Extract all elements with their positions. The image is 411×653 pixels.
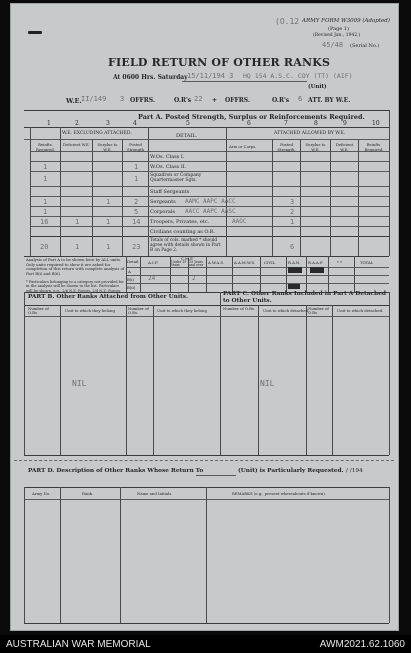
part-c-title: PART C. Other Ranks Included in Part A Detached to Other Units. [223, 291, 386, 304]
unit-label: (Unit) [308, 84, 327, 90]
form-title: FIELD RETURN OF OTHER RANKS [108, 56, 331, 69]
form-handwritten-ref: (O.12 [275, 17, 300, 26]
part-d-date: / /194 [346, 468, 363, 474]
footer-institution: AUSTRALIAN WAR MEMORIAL [6, 639, 151, 650]
surplus-we-r-header: Surplus to W.E. [305, 142, 326, 152]
part-c-nil: NIL [260, 379, 275, 388]
row-detail: Corporals [150, 209, 175, 215]
form-revised: (Revised Jan., 1942.) [313, 33, 361, 38]
row-detail: W.Os. Class I. [150, 154, 185, 160]
cell-arm: AAOC [232, 218, 247, 225]
cell-c4: 1 [134, 175, 139, 183]
fold-line [14, 460, 394, 461]
analysis-over19-value: 2 [192, 275, 196, 282]
reinfts-required-r-header: Reinfts. Required. [364, 142, 384, 152]
att-value: 6 [298, 95, 303, 103]
part-d-title: PART D. Description of Other Ranks Whose Return To [28, 468, 204, 474]
over-19-header: 19 Years and over [189, 260, 204, 268]
cell-c1: 16 [40, 218, 49, 226]
part-a-title: Part A. Posted Strength, Surplus or Reinforcements Required. [138, 113, 365, 121]
part-b-nil: NIL [72, 379, 87, 388]
footer-accession: AWM2021.62.1060 [319, 639, 405, 650]
part-d-col-name: Name and Initials. [137, 491, 173, 496]
part-b-col-unit2: Unit to which they belong [157, 308, 207, 313]
part-d-title-end: (Unit) is Particularly Requested. [238, 468, 344, 474]
part-d-col-rank: Rank. [82, 491, 94, 496]
col-num-9: 9 [343, 120, 347, 127]
offrs2-label: OFFRS. [225, 97, 250, 104]
cell-c7: 1 [290, 218, 295, 226]
ran-mark [288, 267, 302, 273]
cell-c7: 2 [290, 208, 295, 216]
analysis-row-label: B(ii) [127, 285, 136, 290]
surplus-we-header: Surplus to W.E. [97, 142, 118, 152]
analysis-detail-header: Detail [127, 259, 139, 264]
analysis-footnote: * Particulars belonging to a category not provided for in the analysis will be shown in the list. Particulars will be shown, e.g., 2/6 N.Z. Forces, 2/4 N.Z. Forces. [26, 280, 124, 293]
cell-arm: AAMC AAPC AACC [185, 198, 236, 205]
cell-c7: 3 [290, 198, 295, 206]
att-label: ATT. BY W.E. [308, 97, 351, 104]
form-page: (Page 1) [328, 26, 349, 32]
we-excluding-header: W.E. EXCLUDING ATTACHED. [62, 131, 132, 136]
civil-mark [288, 284, 300, 289]
archive-footer [0, 635, 411, 653]
arm-corps-header: Arm or Corps. [229, 144, 257, 149]
analysis-aif-header: A.I.F. [148, 260, 159, 265]
ran-header: R.A.N. [288, 260, 301, 265]
posted-strength-header: Posted Strength [126, 142, 145, 152]
part-d-col-remarks: REMARKS (e.g., present whereabouts if known). [232, 491, 326, 496]
at-label: At 0600 Hrs. Saturday [113, 74, 188, 81]
cell-c1: 1 [43, 208, 48, 216]
punch-mark [28, 31, 42, 34]
civil-header: CIVIL [264, 260, 276, 265]
cell-c4: 5 [134, 208, 139, 216]
part-d-col-armyno: Army No. [32, 491, 51, 496]
offrs-value: 3 [120, 95, 125, 103]
raaf-header: R.A.A.F. [308, 260, 324, 265]
row-detail: Troopers, Privates, etc. [150, 219, 210, 225]
reinfts-required-header: Reinfts. Required. [36, 142, 55, 152]
ors-label: O.R's [174, 97, 192, 104]
awas-header: A.W.A.S. [208, 260, 225, 265]
totals-label: Totals of cols. marked * should agree with details shown in Part B on Page 2. [150, 238, 221, 253]
analysis-note: Analysis of Part A to be shown here by ALL units. Only units required to show it are asked for completion of this return with complete analysis of Part B(i) and B(ii). [26, 257, 125, 276]
col-num-4: 4 [133, 120, 137, 127]
cell-c4: 14 [132, 218, 141, 226]
row-detail: Civilians counting as O.R. [150, 229, 216, 235]
cell-c4: 2 [134, 198, 139, 206]
we-value: II/149 [81, 95, 107, 103]
plus-sign: + [212, 97, 218, 104]
part-b-col-unit: Unit to which they belong [65, 308, 115, 313]
row-detail: Sergeants [150, 199, 176, 205]
under-19-header: Under 19 Years [171, 260, 187, 268]
cell-c1: 1 [43, 163, 48, 171]
cell-arm: AACC AAPC AASC [185, 208, 236, 215]
aamws-header: A.A.M.W.S. [234, 260, 256, 265]
cell-c4: 1 [134, 163, 139, 171]
serial-value: 45/48 [322, 41, 344, 49]
cell-c2: 1 [75, 218, 80, 226]
total-header: TOTAL [360, 260, 374, 265]
col-num-6: 6 [247, 120, 251, 127]
part-b-col-count: Number of O.Rs. [28, 306, 49, 315]
attached-allowed-header: ATTACHED ALLOWED BY W.E. [274, 131, 346, 136]
deficient-we-r-header: Deficient W.E. [335, 142, 354, 152]
cell-c1: 1 [43, 175, 48, 183]
serial-label: (Serial No.) [350, 43, 380, 49]
col-num-8: 8 [314, 120, 318, 127]
total-c4: 23 [132, 243, 141, 251]
raaf-mark [310, 267, 324, 273]
ors2-label: O.R's [272, 97, 290, 104]
detail-header: DETAIL. [176, 133, 198, 139]
part-b-title: PART B. Other Ranks Attached from Other Units. [28, 294, 189, 300]
row-detail: W.Os. Class II. [150, 164, 187, 170]
analysis-row-label: B(i) [127, 277, 134, 282]
total-c3: 1 [106, 243, 111, 251]
col-num-5: 5 [186, 120, 190, 127]
star-header: * * [337, 260, 343, 265]
total-c7: 6 [290, 243, 295, 251]
cmf-header: C.M.F. [181, 256, 194, 261]
ors-value: 22 [194, 95, 203, 103]
deficient-we-header: Deficient W.E. [62, 142, 90, 147]
cell-c3: 1 [106, 218, 111, 226]
part-c-col-count2: Number of O.Rs. [308, 306, 329, 315]
part-c-col-count: Number of O.Rs. [223, 306, 256, 311]
row-detail: Squadron or Company Quartermaster Sgts. [150, 173, 202, 183]
cell-c3: 1 [106, 198, 111, 206]
cell-c1: 1 [43, 198, 48, 206]
we-label: W.E. [66, 97, 82, 105]
total-c2: 1 [75, 243, 80, 251]
row-detail: Staff Sergeants [150, 189, 190, 195]
total-c1: 20 [40, 243, 49, 251]
col-num-1: 1 [47, 120, 51, 127]
col-num-2: 2 [75, 120, 79, 127]
part-c-col-unit: Unit to which detached. [263, 308, 310, 313]
analysis-row-label: A [128, 269, 131, 274]
unit-value: HQ 154 A.S.C. COY (TT) (AIF) [243, 72, 353, 80]
part-b-col-count2: Number of O.Rs. [128, 306, 149, 315]
col-num-7: 7 [284, 120, 288, 127]
col-num-10: 10 [372, 120, 380, 127]
offrs-label: OFFRS. [130, 97, 155, 104]
form-ref: ARMY FORM W3009 (Adapted) [302, 18, 390, 24]
col-num-3: 3 [106, 120, 110, 127]
posted-strength-r-header: Posted Strength. [277, 142, 296, 152]
analysis-aif-value: 24 [148, 275, 156, 282]
date-value: 15/11/194 3 [187, 72, 234, 80]
form-paper [10, 3, 399, 631]
part-c-col-unit2: Unit to which detached. [337, 308, 384, 313]
